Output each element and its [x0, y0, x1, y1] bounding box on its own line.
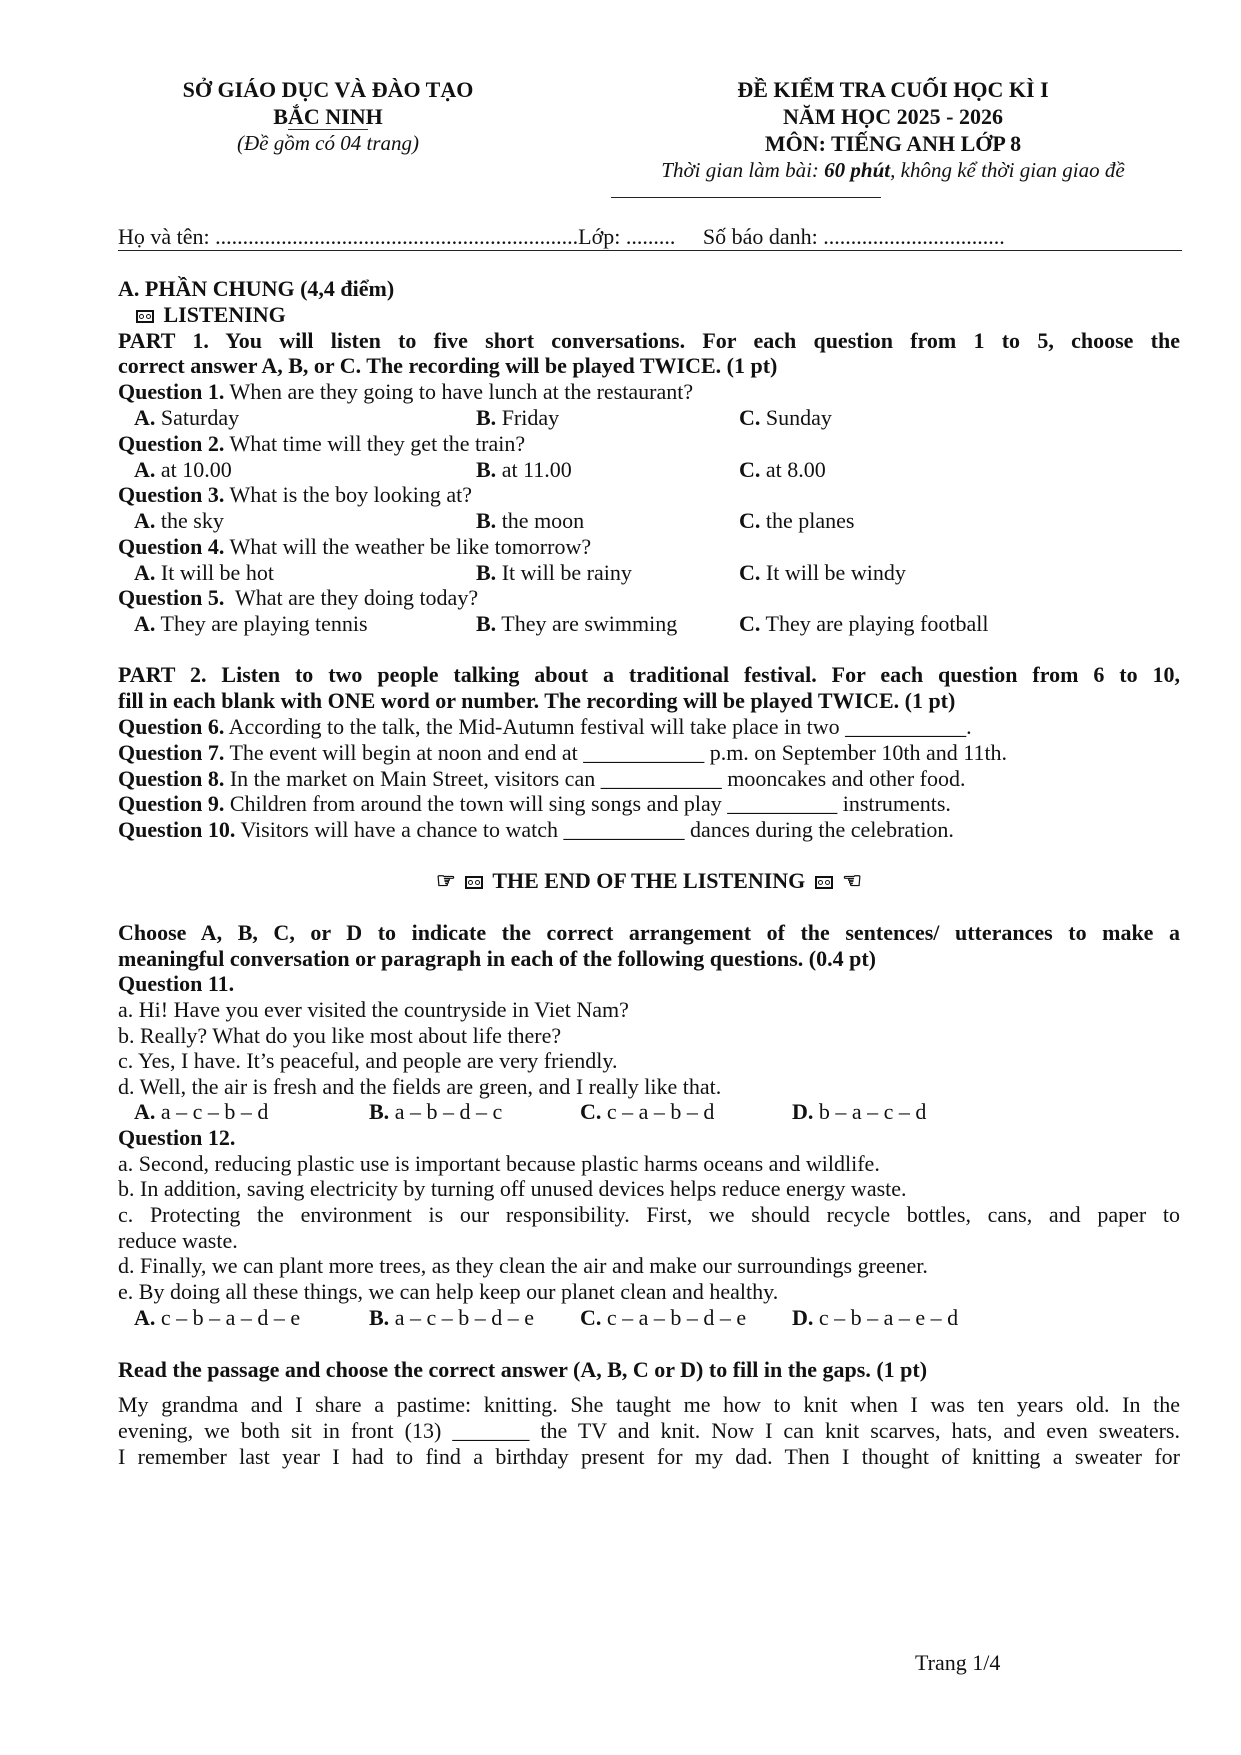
- time-info: Thời gian làm bài: 60 phút, không kể thời gian giao đề: [661, 158, 1125, 182]
- part2-instruction-2: fill in each blank with ONE word or number. The recording will be played TWICE. (1 pt): [118, 688, 956, 713]
- reading-instruction: Read the passage and choose the correct answer (A, B, C or D) to fill in the gaps. (1 pt): [118, 1357, 928, 1382]
- q2-option-b: B. at 11.00: [476, 457, 572, 482]
- cassette-icon: [465, 876, 483, 889]
- q12-option-a: A. c – b – a – d – e: [134, 1305, 301, 1330]
- end-of-listening: ☞ THE END OF THE LISTENING ☜: [435, 868, 863, 893]
- question-12: Question 12.: [118, 1125, 236, 1150]
- question-8: Question 8. In the market on Main Street, visitors can ___________ mooncakes and other food.: [118, 766, 966, 791]
- q3-option-a: A. the sky: [134, 508, 224, 533]
- q5-option-b: B. They are swimming: [476, 611, 678, 636]
- question-5: Question 5. What are they doing today?: [118, 585, 479, 610]
- pointing-hand-right-icon: ☞: [435, 868, 456, 893]
- question-2: Question 2. What time will they get the train?: [118, 431, 526, 456]
- question-3: Question 3. What is the boy looking at?: [118, 482, 473, 507]
- page-count-note: (Đề gồm có 04 trang): [237, 131, 419, 155]
- q11-line-d: d. Well, the air is fresh and the fields are green, and I really like that.: [118, 1074, 722, 1099]
- q4-option-a: A. It will be hot: [134, 560, 274, 585]
- q12-option-d: D. c – b – a – e – d: [792, 1305, 959, 1330]
- arrangement-instruction-2: meaningful conversation or paragraph in each of the following questions. (0.4 pt): [118, 946, 877, 971]
- question-9: Question 9. Children from around the town will sing songs and play __________ instruments.: [118, 791, 951, 816]
- q2-option-a: A. at 10.00: [134, 457, 232, 482]
- q11-line-c: c. Yes, I have. It’s peaceful, and people are very friendly.: [118, 1048, 618, 1073]
- arrangement-instruction-1: Choose A, B, C, or D to indicate the correct arrangement of the sentences/ utterances to make a: [118, 920, 1180, 945]
- part1-instruction-1: PART 1. You will listen to five short conversations. For each question from 1 to 5, choose the: [118, 328, 1180, 353]
- q12-line-a: a. Second, reducing plastic use is important because plastic harms oceans and wildlife.: [118, 1151, 880, 1176]
- q2-option-c: C. at 8.00: [739, 457, 826, 482]
- reading-line-2: evening, we both sit in front (13) _______ the TV and knit. Now I can knit scarves, hats, and even sweaters.: [118, 1418, 1180, 1443]
- pointing-hand-left-icon: ☜: [842, 868, 863, 893]
- q1-option-a: A. Saturday: [134, 405, 240, 430]
- q4-option-b: B. It will be rainy: [476, 560, 632, 585]
- q11-line-b: b. Really? What do you like most about life there?: [118, 1023, 562, 1048]
- question-7: Question 7. The event will begin at noon and end at ___________ p.m. on September 10th and 11th.: [118, 740, 1008, 765]
- reading-line-1: My grandma and I share a pastime: knitting. She taught me how to knit when I was ten years old. In the: [118, 1392, 1180, 1417]
- department-name: SỞ GIÁO DỤC VÀ ĐÀO TẠO: [182, 77, 474, 102]
- name-field: Họ và tên: ..................................................................: [118, 224, 579, 249]
- page-number: Trang 1/4: [915, 1650, 1001, 1675]
- q11-option-b: B. a – b – d – c: [369, 1099, 503, 1124]
- exam-title: ĐỀ KIỂM TRA CUỐI HỌC KÌ I: [737, 77, 1049, 102]
- question-6: Question 6. According to the talk, the Mid-Autumn festival will take place in two ___________.: [118, 714, 972, 739]
- id-field: Số báo danh: .................................: [702, 224, 1005, 249]
- q5-option-a: A. They are playing tennis: [134, 611, 368, 636]
- q12-option-b: B. a – c – b – d – e: [369, 1305, 534, 1330]
- question-10: Question 10. Visitors will have a chance to watch ___________ dances during the celebration.: [118, 817, 954, 842]
- q3-option-c: C. the planes: [739, 508, 855, 533]
- cassette-icon: [815, 876, 833, 889]
- header-left: [118, 76, 538, 157]
- q11-line-a: a. Hi! Have you ever visited the countryside in Viet Nam?: [118, 997, 629, 1022]
- student-info-underline: [118, 250, 1182, 251]
- cassette-icon: [136, 310, 154, 323]
- q12-option-c: C. c – a – b – d – e: [580, 1305, 747, 1330]
- header-right-underline: [611, 197, 881, 198]
- header-right: [563, 76, 1223, 184]
- question-4: Question 4. What will the weather be like tomorrow?: [118, 534, 592, 559]
- q12-line-b: b. In addition, saving electricity by turning off unused devices helps reduce energy waste.: [118, 1176, 907, 1201]
- question-11: Question 11.: [118, 971, 235, 996]
- part2-instruction-1: PART 2. Listen to two people talking about a traditional festival. For each question from 6 to 10,: [118, 662, 1180, 687]
- q11-option-a: A. a – c – b – d: [134, 1099, 269, 1124]
- q12-line-e: e. By doing all these things, we can help keep our planet clean and healthy.: [118, 1279, 779, 1304]
- q12-line-c: c. Protecting the environment is our responsibility. First, we should recycle bottles, cans, and paper to: [118, 1202, 1180, 1227]
- province-name: BẮC NINH: [273, 104, 383, 129]
- q5-option-c: C. They are playing football: [739, 611, 989, 636]
- subject-title: MÔN: TIẾNG ANH LỚP 8: [764, 131, 1022, 156]
- listening-heading: LISTENING: [132, 302, 286, 328]
- class-field: Lớp: .........: [578, 224, 676, 249]
- question-1: Question 1. When are they going to have lunch at the restaurant?: [118, 379, 694, 404]
- q11-option-d: D. b – a – c – d: [792, 1099, 927, 1124]
- q1-option-b: B. Friday: [476, 405, 560, 430]
- part1-instruction-2: correct answer A, B, or C. The recording will be played TWICE. (1 pt): [118, 353, 778, 378]
- q12-line-d: d. Finally, we can plant more trees, as they clean the air and make our surroundings greener.: [118, 1253, 928, 1278]
- student-info-row: [118, 224, 1180, 250]
- q4-option-c: C. It will be windy: [739, 560, 906, 585]
- reading-line-3: I remember last year I had to find a birthday present for my dad. Then I thought of knitting a sweater for: [118, 1444, 1180, 1469]
- q12-line-c-cont: reduce waste.: [118, 1228, 238, 1253]
- school-year: NĂM HỌC 2025 - 2026: [783, 104, 1003, 129]
- section-a-title: A. PHẦN CHUNG (4,4 điểm): [118, 276, 395, 301]
- q11-option-c: C. c – a – b – d: [580, 1099, 715, 1124]
- q1-option-c: C. Sunday: [739, 405, 832, 430]
- q3-option-b: B. the moon: [476, 508, 585, 533]
